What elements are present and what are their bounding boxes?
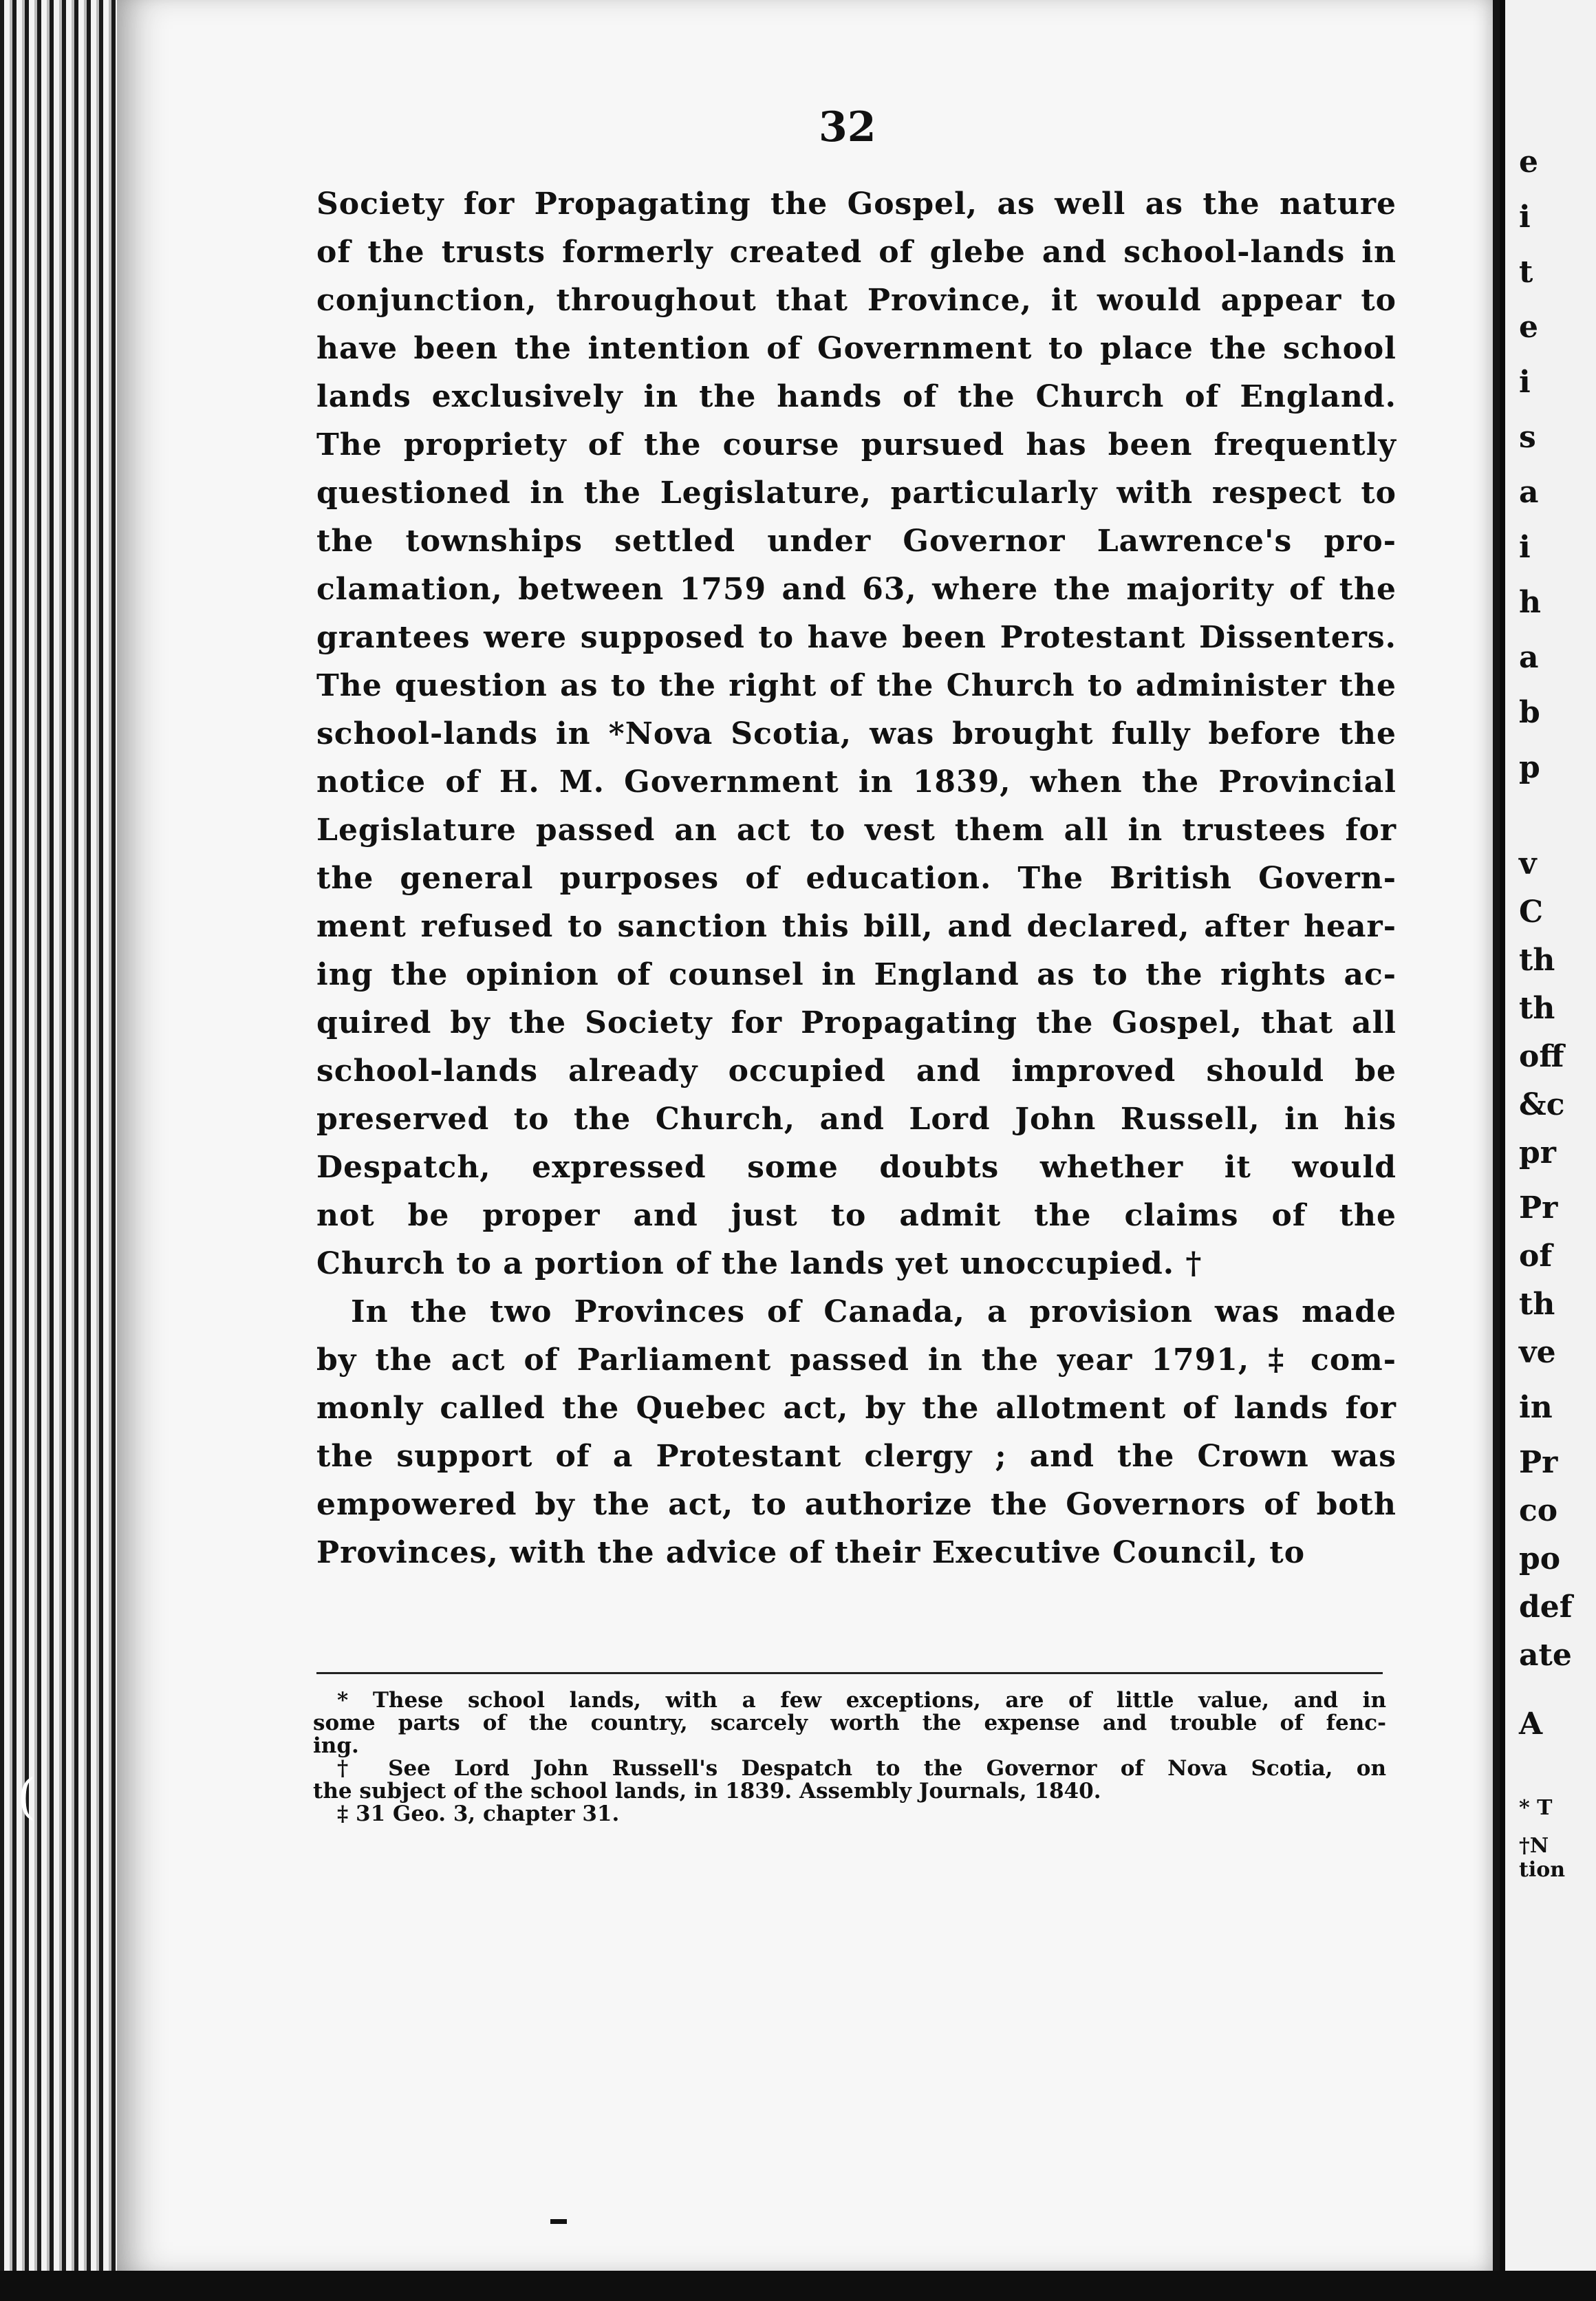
text-line: quired by the Society for Propagating the Gospel, that all — [316, 1005, 1396, 1040]
facing-page-line: po — [1519, 1541, 1561, 1576]
facing-page-footnote: tion — [1519, 1858, 1566, 1882]
text-line: the general purposes of education. The British Govern- — [316, 861, 1396, 896]
footnotes — [313, 1689, 1386, 1826]
facing-page-line: off — [1519, 1039, 1564, 1074]
text-line: monly called the Quebec act, by the allotment of lands for — [316, 1391, 1396, 1426]
facing-page-line: Pr — [1519, 1445, 1558, 1480]
facing-page-edge — [1500, 0, 1596, 2271]
body-text — [316, 180, 1396, 1577]
text-line: of the trusts formerly created of glebe and school-lands in — [316, 235, 1396, 270]
facing-page-line: C — [1519, 895, 1544, 930]
text-line: ing the opinion of counsel in England as to the rights ac- — [316, 957, 1396, 992]
facing-page-line: t — [1519, 255, 1533, 290]
text-line: notice of H. M. Government in 1839, when the Provincial — [316, 764, 1396, 800]
footnote-line: ing. — [313, 1733, 359, 1758]
facing-page-line: of — [1519, 1239, 1553, 1274]
facing-page-line: s — [1519, 420, 1536, 455]
text-line: grantees were supposed to have been Protestant Dissenters. — [316, 620, 1396, 655]
page-number: 32 — [819, 103, 876, 151]
facing-page-line: th — [1519, 1287, 1555, 1322]
facing-page-line: &c — [1519, 1087, 1565, 1122]
text-line: The propriety of the course pursued has been frequently — [316, 427, 1396, 462]
text-line: the support of a Protestant clergy ; and the Crown was — [316, 1439, 1396, 1474]
facing-page-line: i — [1519, 530, 1531, 565]
text-line: The question as to the right of the Church to administer the — [316, 668, 1396, 703]
facing-page-line: i — [1519, 200, 1531, 235]
facing-page-footnote: * T — [1519, 1796, 1553, 1820]
facing-page-line: ate — [1519, 1638, 1572, 1673]
facing-page-line: def — [1519, 1590, 1573, 1625]
text-line: Society for Propagating the Gospel, as well as the nature — [316, 186, 1396, 222]
bottom-mark — [550, 2219, 567, 2224]
scan-border — [0, 2271, 1596, 2301]
facing-page-line: pr — [1519, 1135, 1556, 1170]
facing-page-line: e — [1519, 310, 1538, 345]
text-line: the townships settled under Governor Lawrence's pro- — [316, 524, 1396, 559]
text-line: preserved to the Church, and Lord John Russell, in his — [316, 1102, 1396, 1137]
footnote-line: some parts of the country, scarcely worth the expense and trouble of fenc- — [313, 1711, 1386, 1735]
text-line: Provinces, with the advice of their Executive Council, to — [316, 1535, 1306, 1570]
facing-page-line: A — [1519, 1706, 1543, 1742]
facing-page-line: b — [1519, 695, 1540, 730]
text-line: conjunction, throughout that Province, it would appear to — [316, 283, 1396, 318]
footnote-line: the subject of the school lands, in 1839. Assembly Journals, 1840. — [313, 1779, 1101, 1804]
margin-mark: ( — [17, 1768, 36, 1825]
facing-page-line: e — [1519, 145, 1538, 180]
text-line: Despatch, expressed some doubts whether it would — [316, 1150, 1396, 1185]
facing-page-line: i — [1519, 365, 1531, 400]
text-line: by the act of Parliament passed in the year 1791, ‡ com- — [316, 1342, 1396, 1378]
facing-page-line: v — [1519, 846, 1537, 881]
text-line: ment refused to sanction this bill, and declared, after hear- — [316, 909, 1396, 944]
text-line: questioned in the Legislature, particularly with respect to — [316, 475, 1396, 511]
facing-page-line: Pr — [1519, 1190, 1558, 1226]
footnote-line: ‡ 31 Geo. 3, chapter 31. — [337, 1801, 620, 1826]
facing-page-line: ve — [1519, 1335, 1556, 1370]
facing-page-line: co — [1519, 1493, 1558, 1528]
facing-page-footnote: †N — [1519, 1834, 1549, 1858]
footnote-line: * These school lands, with a few exceptions, are of little value, and in — [337, 1688, 1386, 1713]
text-line: school-lands already occupied and improved should be — [316, 1053, 1396, 1089]
facing-page-line: h — [1519, 585, 1541, 620]
text-line: In the two Provinces of Canada, a provision was made — [351, 1294, 1396, 1329]
text-line: not be proper and just to admit the claims of the — [316, 1198, 1396, 1233]
text-line: have been the intention of Government to place the school — [316, 331, 1396, 366]
facing-page-line: p — [1519, 750, 1540, 785]
facing-page-line: th — [1519, 991, 1555, 1026]
text-line: clamation, between 1759 and 63, where the majority of the — [316, 572, 1396, 607]
text-line: empowered by the act, to authorize the Governors of both — [316, 1487, 1396, 1522]
facing-page-line: th — [1519, 943, 1555, 978]
text-line: lands exclusively in the hands of the Church of England. — [316, 379, 1396, 414]
facing-page-line: in — [1519, 1390, 1553, 1425]
facing-page-line: a — [1519, 640, 1539, 675]
text-line: Church to a portion of the lands yet unoccupied. † — [316, 1246, 1203, 1281]
text-line: school-lands in *Nova Scotia, was brought fully before the — [316, 716, 1396, 751]
facing-page-line: a — [1519, 475, 1539, 510]
text-line: Legislature passed an act to vest them all in trustees for — [316, 813, 1396, 848]
footnote-rule — [316, 1672, 1383, 1674]
footnote-line: † See Lord John Russell's Despatch to the Governor of Nova Scotia, on — [337, 1756, 1386, 1781]
